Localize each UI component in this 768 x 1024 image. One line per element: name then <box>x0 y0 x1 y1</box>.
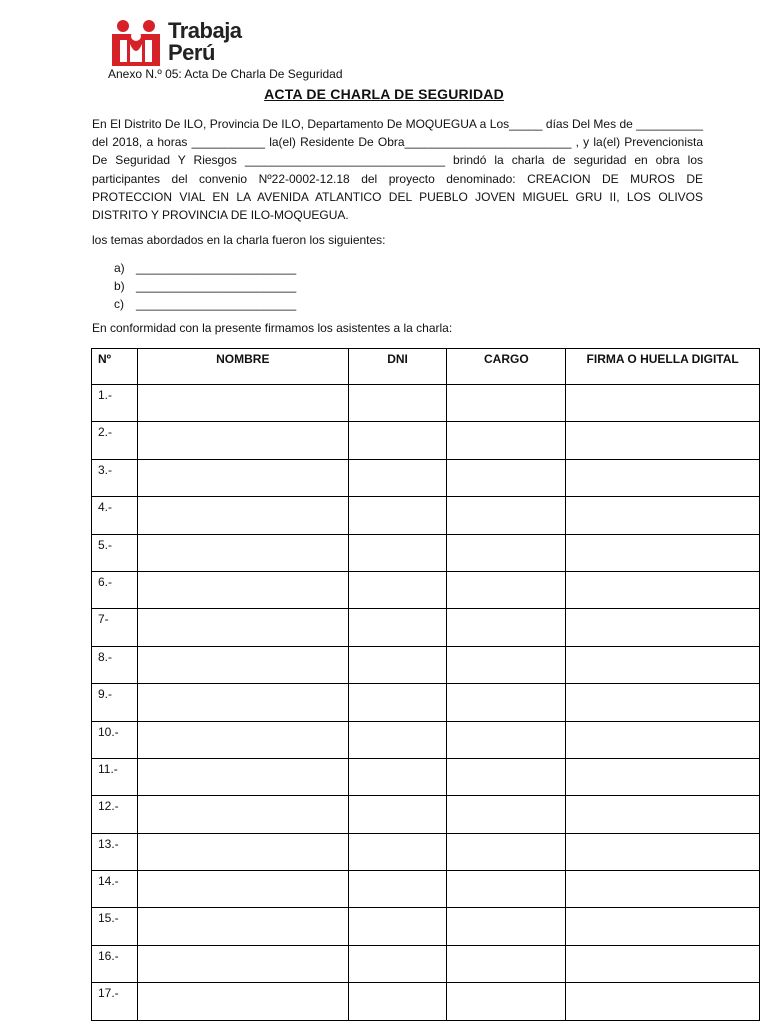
header-cargo: CARGO <box>447 349 566 385</box>
dni-cell[interactable] <box>348 796 447 833</box>
firma-cell[interactable] <box>566 871 760 908</box>
num-cell: 2.- <box>92 422 138 459</box>
cargo-cell[interactable] <box>447 945 566 982</box>
nombre-cell[interactable] <box>137 758 348 795</box>
table-row <box>92 609 760 646</box>
cargo-cell[interactable] <box>447 871 566 908</box>
num-cell: 16.- <box>92 945 138 982</box>
logo-text-peru: Perú <box>168 40 215 65</box>
list-letter: b) <box>114 279 125 293</box>
table-row <box>92 871 760 908</box>
table-row <box>92 945 760 982</box>
nombre-cell[interactable] <box>137 422 348 459</box>
num-cell: 15.- <box>92 908 138 945</box>
header-firma: FIRMA O HUELLA DIGITAL <box>566 349 760 385</box>
table-row <box>92 459 760 496</box>
anexo-label: Anexo N.º 05: Acta De Charla De Seguridad <box>108 67 343 81</box>
dni-cell[interactable] <box>348 983 447 1020</box>
firma-cell[interactable] <box>566 945 760 982</box>
conformidad-text: En conformidad con la presente firmamos los asistentes a la charla: <box>92 321 453 335</box>
temas-intro: los temas abordados en la charla fueron los siguientes: <box>92 233 386 247</box>
cargo-cell[interactable] <box>447 721 566 758</box>
cargo-cell[interactable] <box>447 497 566 534</box>
dni-cell[interactable] <box>348 684 447 721</box>
cargo-cell[interactable] <box>447 646 566 683</box>
cargo-cell[interactable] <box>447 833 566 870</box>
firma-cell[interactable] <box>566 609 760 646</box>
num-cell: 1.- <box>92 385 138 422</box>
list-item <box>114 277 296 295</box>
cargo-cell[interactable] <box>447 796 566 833</box>
cargo-cell[interactable] <box>447 422 566 459</box>
num-cell: 13.- <box>92 833 138 870</box>
temas-list <box>114 259 296 313</box>
firma-cell[interactable] <box>566 983 760 1020</box>
table-row <box>92 684 760 721</box>
nombre-cell[interactable] <box>137 534 348 571</box>
table-row <box>92 385 760 422</box>
dni-cell[interactable] <box>348 721 447 758</box>
logo-text-trabaja: Trabaja <box>168 18 242 43</box>
blank-line: ________________________ <box>136 279 297 293</box>
table-row <box>92 571 760 608</box>
dni-cell[interactable] <box>348 646 447 683</box>
dni-cell[interactable] <box>348 871 447 908</box>
cargo-cell[interactable] <box>447 534 566 571</box>
nombre-cell[interactable] <box>137 983 348 1020</box>
table-row <box>92 983 760 1020</box>
firma-cell[interactable] <box>566 684 760 721</box>
nombre-cell[interactable] <box>137 721 348 758</box>
table-row <box>92 908 760 945</box>
table-row <box>92 796 760 833</box>
firma-cell[interactable] <box>566 646 760 683</box>
table-row <box>92 534 760 571</box>
header-num: Nº <box>92 349 138 385</box>
table-body <box>92 385 760 1021</box>
dni-cell[interactable] <box>348 833 447 870</box>
num-cell: 9.- <box>92 684 138 721</box>
list-item <box>114 295 296 313</box>
header-dni: DNI <box>348 349 447 385</box>
nombre-cell[interactable] <box>137 945 348 982</box>
firma-cell[interactable] <box>566 721 760 758</box>
cargo-cell[interactable] <box>447 459 566 496</box>
dni-cell[interactable] <box>348 571 447 608</box>
nombre-cell[interactable] <box>137 646 348 683</box>
cargo-cell[interactable] <box>447 758 566 795</box>
firma-cell[interactable] <box>566 571 760 608</box>
num-cell: 6.- <box>92 571 138 608</box>
nombre-cell[interactable] <box>137 833 348 870</box>
dni-cell[interactable] <box>348 497 447 534</box>
list-item <box>114 259 296 277</box>
header-nombre: NOMBRE <box>137 349 348 385</box>
firma-cell[interactable] <box>566 908 760 945</box>
firma-cell[interactable] <box>566 796 760 833</box>
nombre-cell[interactable] <box>137 571 348 608</box>
nombre-cell[interactable] <box>137 609 348 646</box>
nombre-cell[interactable] <box>137 871 348 908</box>
firma-cell[interactable] <box>566 534 760 571</box>
dni-cell[interactable] <box>348 422 447 459</box>
num-cell: 12.- <box>92 796 138 833</box>
list-letter: c) <box>114 297 124 311</box>
document-title: ACTA DE CHARLA DE SEGURIDAD <box>264 86 504 102</box>
blank-line: ________________________ <box>136 297 297 311</box>
firma-cell[interactable] <box>566 385 760 422</box>
nombre-cell[interactable] <box>137 385 348 422</box>
nombre-cell[interactable] <box>137 684 348 721</box>
dni-cell[interactable] <box>348 385 447 422</box>
trabaja-peru-logo <box>110 18 260 68</box>
num-cell: 5.- <box>92 534 138 571</box>
num-cell: 4.- <box>92 497 138 534</box>
table-row <box>92 422 760 459</box>
logo-figures-icon <box>110 18 162 68</box>
num-cell: 7- <box>92 609 138 646</box>
num-cell: 3.- <box>92 459 138 496</box>
table-row <box>92 497 760 534</box>
num-cell: 17.- <box>92 983 138 1020</box>
firma-cell[interactable] <box>566 497 760 534</box>
blank-line: ________________________ <box>136 261 297 275</box>
dni-cell[interactable] <box>348 758 447 795</box>
firma-cell[interactable] <box>566 459 760 496</box>
nombre-cell[interactable] <box>137 796 348 833</box>
num-cell: 14.- <box>92 871 138 908</box>
num-cell: 10.- <box>92 721 138 758</box>
nombre-cell[interactable] <box>137 908 348 945</box>
nombre-cell[interactable] <box>137 497 348 534</box>
nombre-cell[interactable] <box>137 459 348 496</box>
table-row <box>92 721 760 758</box>
num-cell: 11.- <box>92 758 138 795</box>
attendance-table <box>91 348 760 1021</box>
dni-cell[interactable] <box>348 609 447 646</box>
dni-cell[interactable] <box>348 459 447 496</box>
cargo-cell[interactable] <box>447 908 566 945</box>
cargo-cell[interactable] <box>447 983 566 1020</box>
table-header-row <box>92 349 760 385</box>
dni-cell[interactable] <box>348 945 447 982</box>
table-row <box>92 646 760 683</box>
firma-cell[interactable] <box>566 422 760 459</box>
cargo-cell[interactable] <box>447 385 566 422</box>
firma-cell[interactable] <box>566 758 760 795</box>
table-row <box>92 758 760 795</box>
num-cell: 8.- <box>92 646 138 683</box>
firma-cell[interactable] <box>566 833 760 870</box>
dni-cell[interactable] <box>348 534 447 571</box>
dni-cell[interactable] <box>348 908 447 945</box>
cargo-cell[interactable] <box>447 609 566 646</box>
cargo-cell[interactable] <box>447 571 566 608</box>
table-row <box>92 833 760 870</box>
cargo-cell[interactable] <box>447 684 566 721</box>
intro-paragraph: En El Distrito De ILO, Provincia De ILO, Departamento De MOQUEGUA a Los_____ días Del Mes de __________ del 2018, a horas ___________ la(el) Residente De Obra_________________________ , y la(el) Prevencionista De Seguridad Y Riesgos ______________________________ brindó la charla de seguridad en obra los participantes del convenio Nº22-0002-12.18 del proyecto denominado: CREACION DE MUROS DE PROTECCION VIAL EN LA AVENIDA ATLANTICO DEL PUEBLO JOVEN MIGUEL GRU II, LOS OLIVOS DISTRITO Y PROVINCIA DE ILO-MOQUEGUA. <box>92 117 703 223</box>
list-letter: a) <box>114 261 125 275</box>
